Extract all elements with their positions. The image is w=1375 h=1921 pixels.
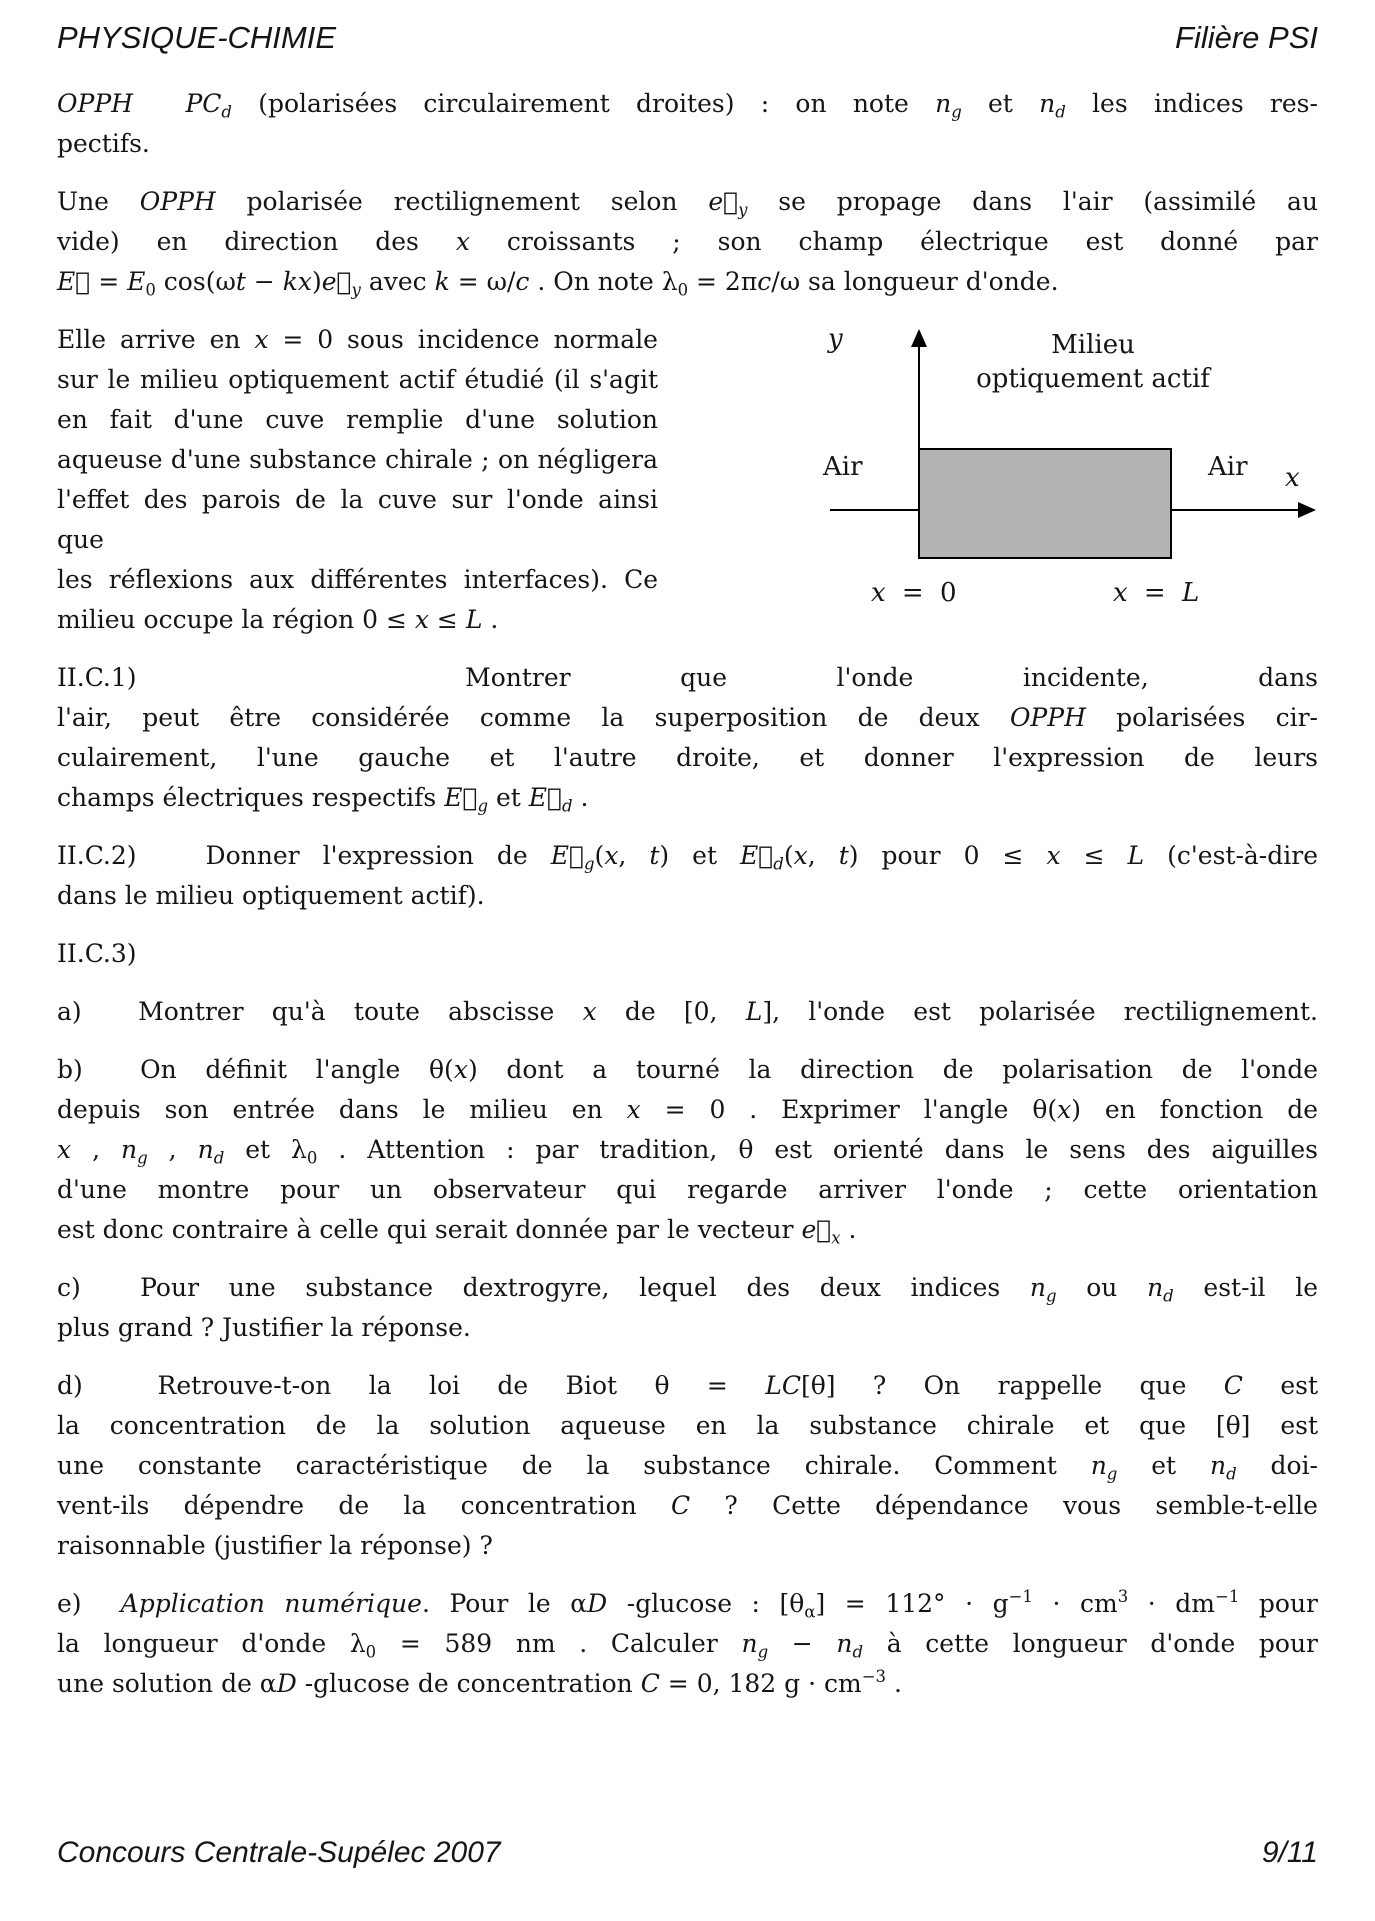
text-line bbox=[57, 1526, 1318, 1566]
text-segment: d'une montre pour un observateur qui regarde arriver l'onde ; cette orientation bbox=[57, 1175, 1318, 1204]
x-axis-label: x bbox=[1285, 463, 1300, 493]
text-segment: et λ bbox=[224, 1135, 307, 1164]
text-segment: E⃗ bbox=[57, 267, 91, 296]
text-segment: x bbox=[1046, 841, 1061, 870]
text-segment: vide) en direction des bbox=[57, 227, 456, 256]
text-segment: de [0, bbox=[596, 997, 746, 1026]
text-segment: L bbox=[1127, 841, 1145, 870]
text-segment: x bbox=[453, 1055, 468, 1084]
text-segment: E⃗ bbox=[444, 783, 478, 812]
text-line bbox=[57, 876, 1318, 916]
diagram-milieu-optiquement-actif bbox=[658, 320, 1318, 640]
text-segment: . bbox=[886, 1669, 902, 1698]
text-segment: g bbox=[1045, 1286, 1057, 1306]
text-segment: dans le milieu optiquement actif). bbox=[57, 881, 485, 910]
text-segment: = 2π bbox=[688, 267, 758, 296]
text-segment: x bbox=[1057, 1095, 1072, 1124]
text-segment: g bbox=[583, 854, 595, 874]
text-segment: x bbox=[871, 578, 886, 608]
text-wrap-diagram bbox=[57, 320, 1318, 1722]
header-filiere: Filière PSI bbox=[1175, 20, 1318, 55]
text-segment: 3 bbox=[1117, 1586, 1129, 1606]
text-segment: champs électriques respectifs bbox=[57, 783, 445, 812]
text-segment: ? Cette dépendance vous semble-t-elle bbox=[690, 1491, 1318, 1520]
text-segment: culairement, l'une gauche et l'autre droite, et donner l'expression de leurs bbox=[57, 743, 1318, 772]
text-segment: et bbox=[1117, 1451, 1210, 1480]
text-segment: = ω/ bbox=[449, 267, 516, 296]
x-axis-line-left bbox=[830, 509, 918, 511]
text-segment: n bbox=[1209, 1451, 1227, 1480]
text-line bbox=[57, 778, 1318, 818]
text-segment: x bbox=[793, 841, 808, 870]
text-segment: E⃗ bbox=[528, 783, 563, 812]
air-label-left: Air bbox=[823, 452, 863, 482]
text-segment: D bbox=[276, 1669, 297, 1698]
text-segment: ( bbox=[783, 841, 794, 870]
text-segment: d) Retrouve-t-on la loi de Biot θ = bbox=[57, 1371, 766, 1400]
text-segment: 0 bbox=[365, 1642, 377, 1662]
text-segment: d bbox=[1226, 1464, 1237, 1484]
text-segment: II.C.2) Donner l'expression de bbox=[57, 841, 551, 870]
text-segment: ( bbox=[594, 841, 605, 870]
text-segment: E⃗ bbox=[550, 841, 584, 870]
text-segment: = 0 . Exprimer l'angle θ( bbox=[640, 1095, 1058, 1124]
text-segment: ) pour 0 ≤ bbox=[848, 841, 1047, 870]
footer-page-number: 9/11 bbox=[1261, 1836, 1318, 1869]
text-line bbox=[57, 222, 1318, 262]
text-segment: n bbox=[836, 1629, 853, 1658]
text-segment: x bbox=[626, 1095, 641, 1124]
text-line bbox=[57, 182, 1318, 222]
text-segment: pectifs. bbox=[57, 129, 150, 158]
text-segment: d bbox=[221, 102, 232, 122]
text-line bbox=[57, 992, 1318, 1032]
text-segment: OPPH bbox=[139, 187, 216, 216]
text-line bbox=[57, 84, 1318, 124]
text-line bbox=[57, 1090, 1318, 1130]
text-segment: à cette longueur d'onde pour bbox=[863, 1629, 1319, 1658]
text-segment: , bbox=[807, 841, 839, 870]
text-segment: raisonnable (justifier la réponse) ? bbox=[57, 1531, 493, 1560]
text-segment: . Attention : par tradition, θ est orienté dans le sens des aiguilles bbox=[317, 1135, 1319, 1164]
text-segment: − bbox=[768, 1629, 837, 1658]
text-segment: x bbox=[831, 1228, 841, 1248]
text-segment: polarisées cir- bbox=[1085, 703, 1318, 732]
text-segment: les indices res- bbox=[1065, 89, 1318, 118]
item-a bbox=[57, 992, 1318, 1032]
y-axis-arrowhead-icon bbox=[911, 329, 927, 347]
text-segment: Application numérique bbox=[120, 1589, 422, 1618]
page-header bbox=[57, 20, 1318, 56]
question-II-C-1 bbox=[57, 658, 1318, 818]
x-equals-L-label bbox=[1113, 578, 1199, 609]
text-segment: x bbox=[414, 605, 429, 634]
text-segment: . On note λ bbox=[529, 267, 678, 296]
text-segment: y bbox=[738, 200, 748, 220]
text-segment: une solution de α bbox=[57, 1669, 277, 1698]
text-line bbox=[57, 1366, 1318, 1406]
text-segment: c) Pour une substance dextrogyre, lequel des deux indices bbox=[57, 1273, 1030, 1302]
text-segment: [θ] ? On rappelle que bbox=[800, 1371, 1224, 1400]
text-segment: · cm bbox=[1032, 1589, 1118, 1618]
text-segment: , bbox=[618, 841, 650, 870]
text-segment: E⃗ bbox=[740, 841, 774, 870]
text-segment: est-il le bbox=[1173, 1273, 1318, 1302]
medium-label-line1: Milieu bbox=[1051, 330, 1135, 360]
text-segment: · dm bbox=[1128, 1589, 1215, 1618]
text-segment: n bbox=[1029, 1273, 1046, 1302]
text-segment: . bbox=[482, 605, 499, 634]
text-segment: = bbox=[90, 267, 128, 296]
text-segment: vent-ils dépendre de la concentration bbox=[57, 1491, 671, 1520]
text-segment: x bbox=[1113, 578, 1128, 608]
text-line bbox=[57, 1308, 1318, 1348]
text-segment: croissants ; son champ électrique est donné par bbox=[469, 227, 1318, 256]
text-segment: 0 bbox=[306, 1148, 318, 1168]
text-segment: e⃗ bbox=[801, 1215, 832, 1244]
text-segment: -glucose : [θ bbox=[607, 1589, 805, 1618]
text-line bbox=[57, 698, 1318, 738]
text-segment: b) On définit l'angle θ( bbox=[57, 1055, 454, 1084]
text-segment: n bbox=[121, 1135, 138, 1164]
text-segment: x bbox=[604, 841, 619, 870]
text-segment: 0 bbox=[677, 280, 689, 300]
text-segment: OPPH bbox=[1009, 703, 1086, 732]
air-label-right: Air bbox=[1208, 452, 1248, 482]
text-segment: L bbox=[465, 605, 483, 634]
para-onde-incidente bbox=[57, 182, 1318, 302]
text-segment: k bbox=[434, 267, 450, 296]
text-segment: depuis son entrée dans le milieu en bbox=[57, 1095, 627, 1124]
text-segment: -glucose de concentration bbox=[296, 1669, 641, 1698]
text-segment: II.C.3) bbox=[57, 939, 137, 968]
para-intro-opph bbox=[57, 84, 1318, 164]
item-d bbox=[57, 1366, 1318, 1566]
text-segment: n bbox=[935, 89, 952, 118]
text-segment: ≤ bbox=[1060, 841, 1128, 870]
text-segment: l'air, peut être considérée comme la superposition de deux bbox=[57, 703, 1010, 732]
text-segment: −1 bbox=[1008, 1586, 1033, 1606]
text-segment: la concentration de la solution aqueuse en la substance chirale et que [θ] est bbox=[57, 1411, 1318, 1440]
text-segment: t bbox=[649, 841, 660, 870]
text-segment: g bbox=[1106, 1464, 1118, 1484]
y-axis-label: y bbox=[828, 324, 843, 354]
text-segment: g bbox=[477, 796, 489, 816]
text-segment: − bbox=[245, 267, 283, 296]
text-segment: ≤ bbox=[428, 605, 466, 634]
text-segment: kx bbox=[282, 267, 312, 296]
text-segment: plus grand ? Justifier la réponse. bbox=[57, 1313, 471, 1342]
text-segment: OPPH PC bbox=[57, 89, 222, 118]
text-line bbox=[57, 934, 1318, 974]
text-segment: . Pour le α bbox=[421, 1589, 588, 1618]
text-line bbox=[57, 1170, 1318, 1210]
text-segment: C bbox=[640, 1669, 660, 1698]
text-segment: est bbox=[1242, 1371, 1318, 1400]
text-line bbox=[57, 262, 1318, 302]
medium-label bbox=[933, 328, 1253, 396]
text-line bbox=[57, 836, 1318, 876]
text-segment: aqueuse d'une substance chirale ; on négligera bbox=[57, 445, 658, 474]
text-segment: LC bbox=[765, 1371, 801, 1400]
text-line bbox=[57, 124, 1318, 164]
text-segment: n bbox=[1090, 1451, 1107, 1480]
text-segment: E bbox=[127, 267, 146, 296]
text-line bbox=[57, 1210, 1318, 1250]
text-segment: ) dont a tourné la direction de polarisation de l'onde bbox=[467, 1055, 1318, 1084]
text-segment: d bbox=[773, 854, 784, 874]
text-segment: la longueur d'onde λ bbox=[57, 1629, 366, 1658]
text-line bbox=[57, 1584, 1318, 1624]
text-segment: sur le milieu optiquement actif étudié (il s'agit bbox=[57, 365, 658, 394]
text-segment: . bbox=[572, 783, 589, 812]
text-segment: e) bbox=[57, 1589, 121, 1618]
document-body bbox=[57, 84, 1318, 1722]
text-segment: α bbox=[804, 1602, 816, 1622]
text-line bbox=[57, 1268, 1318, 1308]
text-segment: se propage dans l'air (assimilé au bbox=[747, 187, 1318, 216]
x-axis-arrowhead-icon bbox=[1298, 502, 1316, 518]
text-segment: milieu occupe la région 0 ≤ bbox=[57, 605, 415, 634]
text-segment: g bbox=[951, 102, 962, 122]
text-segment: e⃗ bbox=[321, 267, 352, 296]
text-segment: g bbox=[137, 1148, 148, 1168]
text-segment: une constante caractéristique de la substance chirale. Comment bbox=[57, 1451, 1091, 1480]
text-line bbox=[57, 1664, 1318, 1704]
text-segment: d bbox=[1163, 1286, 1174, 1306]
text-line bbox=[57, 1406, 1318, 1446]
text-segment: d bbox=[1055, 102, 1066, 122]
text-segment: doi- bbox=[1236, 1451, 1318, 1480]
header-subject-title: PHYSIQUE-CHIMIE bbox=[57, 20, 337, 55]
text-segment: d bbox=[852, 1642, 864, 1662]
text-segment: cos(ω bbox=[155, 267, 236, 296]
text-segment: = 589 nm . Calculer bbox=[376, 1629, 742, 1658]
item-e bbox=[57, 1584, 1318, 1704]
text-segment: C bbox=[1223, 1371, 1243, 1400]
medium-label-line2: optiquement actif bbox=[976, 364, 1210, 394]
text-segment: 0 bbox=[145, 280, 156, 300]
text-line bbox=[57, 1624, 1318, 1664]
text-before-diagram bbox=[57, 84, 1318, 320]
active-medium-box bbox=[918, 448, 1172, 559]
text-segment: ] = 112° · g bbox=[815, 1589, 1009, 1618]
text-segment: les réflexions aux différentes interfaces). Ce bbox=[57, 565, 658, 594]
text-segment: polarisée rectilignement selon bbox=[215, 187, 709, 216]
text-segment: c bbox=[757, 267, 772, 296]
text-segment: II.C.1) Montrer que l'onde incidente, dans bbox=[57, 663, 1318, 692]
text-segment: en fait d'une cuve remplie d'une solution bbox=[57, 405, 658, 434]
x-axis-line-right bbox=[1172, 509, 1300, 511]
page-footer bbox=[57, 1836, 1318, 1870]
text-segment: x bbox=[57, 1135, 72, 1164]
text-segment: et bbox=[961, 89, 1040, 118]
text-segment: ou bbox=[1056, 1273, 1148, 1302]
text-segment: x bbox=[582, 997, 597, 1026]
text-segment: a) Montrer qu'à toute abscisse bbox=[57, 997, 583, 1026]
text-segment: Une bbox=[57, 187, 140, 216]
text-segment: , bbox=[147, 1135, 198, 1164]
text-segment: /ω sa longueur d'onde. bbox=[771, 267, 1059, 296]
text-segment: ) bbox=[311, 267, 322, 296]
text-segment: t bbox=[838, 841, 849, 870]
text-segment: pour bbox=[1239, 1589, 1318, 1618]
text-segment: t bbox=[235, 267, 246, 296]
text-line bbox=[57, 1486, 1318, 1526]
item-c bbox=[57, 1268, 1318, 1348]
text-segment: avec bbox=[360, 267, 435, 296]
text-segment: x bbox=[254, 325, 269, 354]
text-segment: n bbox=[741, 1629, 758, 1658]
text-segment: ], l'onde est polarisée rectilignement. bbox=[762, 997, 1318, 1026]
text-segment: g bbox=[757, 1642, 769, 1662]
text-segment: . bbox=[840, 1215, 857, 1244]
text-segment: ) et bbox=[659, 841, 741, 870]
text-segment: x bbox=[455, 227, 470, 256]
text-segment: c bbox=[515, 267, 530, 296]
text-segment: est donc contraire à celle qui serait donnée par le vecteur bbox=[57, 1215, 802, 1244]
text-segment: −3 bbox=[861, 1666, 887, 1686]
text-line bbox=[57, 658, 1318, 698]
text-segment: , bbox=[71, 1135, 122, 1164]
text-segment: e⃗ bbox=[708, 187, 739, 216]
text-segment: n bbox=[1147, 1273, 1164, 1302]
text-line bbox=[57, 738, 1318, 778]
text-segment: y bbox=[351, 280, 361, 300]
text-segment: L bbox=[1182, 578, 1200, 608]
y-axis-line bbox=[918, 346, 920, 450]
text-segment: D bbox=[587, 1589, 608, 1618]
text-segment: = bbox=[1127, 578, 1182, 608]
footer-concours: Concours Centrale-Supélec 2007 bbox=[57, 1836, 501, 1869]
question-II-C-3 bbox=[57, 934, 1318, 974]
text-segment: = 0 bbox=[885, 578, 957, 608]
text-segment: et bbox=[488, 783, 529, 812]
text-segment: n bbox=[1039, 89, 1056, 118]
text-line bbox=[57, 1050, 1318, 1090]
x-equals-0-label bbox=[871, 578, 957, 609]
text-segment: = 0, 182 g · cm bbox=[659, 1669, 862, 1698]
text-segment: C bbox=[671, 1491, 691, 1520]
text-line bbox=[57, 1446, 1318, 1486]
text-segment: (c'est-à-dire bbox=[1144, 841, 1318, 870]
item-b bbox=[57, 1050, 1318, 1250]
text-segment: ) en fonction de bbox=[1071, 1095, 1318, 1124]
text-segment: = 0 sous incidence normale bbox=[268, 325, 658, 354]
question-II-C-2 bbox=[57, 836, 1318, 916]
text-segment: n bbox=[197, 1135, 214, 1164]
text-segment: d bbox=[213, 1148, 225, 1168]
text-segment: l'effet des parois de la cuve sur l'onde ainsi que bbox=[57, 485, 658, 554]
text-segment: −1 bbox=[1215, 1586, 1240, 1606]
text-segment: (polarisées circulairement droites) : on note bbox=[231, 89, 936, 118]
text-segment: d bbox=[562, 796, 573, 816]
text-segment: L bbox=[745, 997, 763, 1026]
text-segment: Elle arrive en bbox=[57, 325, 255, 354]
text-line bbox=[57, 1130, 1318, 1170]
